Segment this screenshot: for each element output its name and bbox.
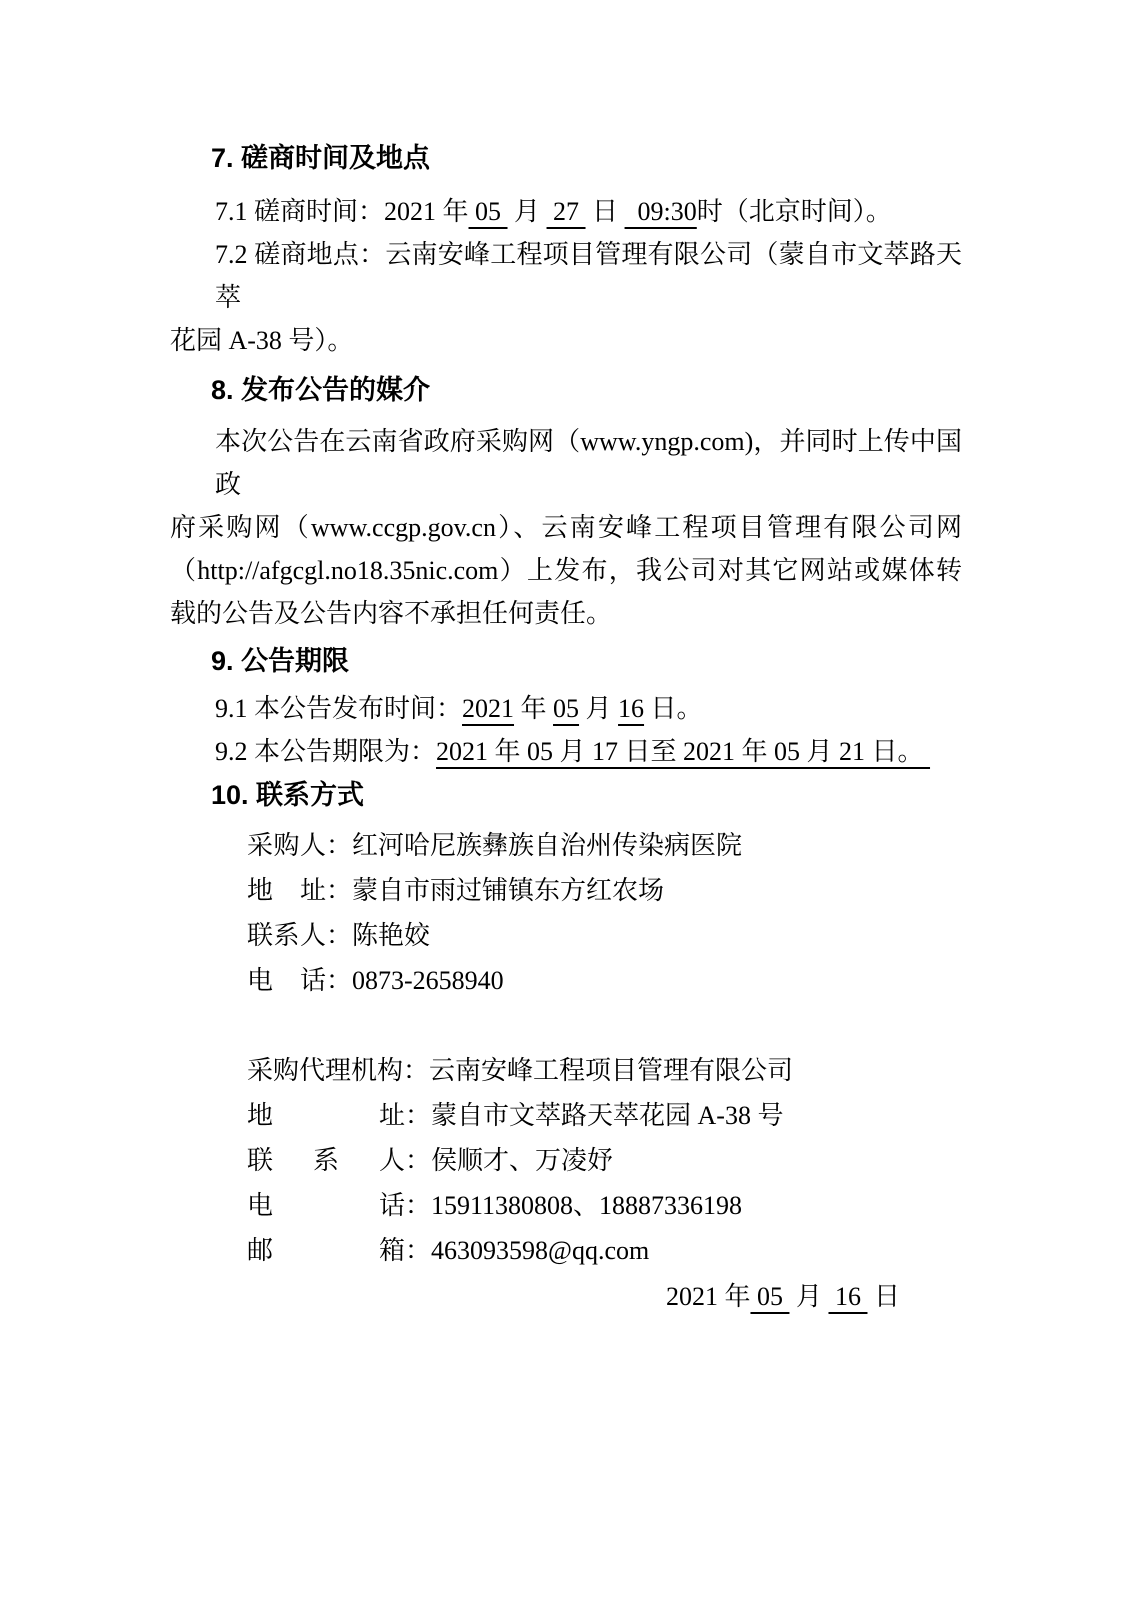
agency-address-label: 地址 [247,1101,405,1130]
line-9-2 [170,730,962,773]
colon: ： [326,966,353,995]
purchaser-phone-label: 电话 [247,966,326,995]
agency-phone-value: 15911380808、18887336198 [431,1191,743,1220]
agency-name-value: 云南安峰工程项目管理有限公司 [429,1056,794,1085]
purchaser-address-label: 地址 [247,876,326,905]
line-7-1-text: 7.1 磋商时间：2021 年 [215,197,469,226]
agency-phone-label: 电话 [247,1191,405,1220]
agency-contact-value: 侯顺才、万凌妤 [431,1146,614,1175]
purchaser-address-row [170,868,962,913]
agency-email-label: 邮箱 [247,1236,405,1265]
line-9-1-sep1: 年 [514,694,554,723]
section-8-paragraph-line-3: （http://afgcgl.no18.35nic.com）上发布，我公司对其它网站或媒体转 [170,556,962,585]
purchaser-contact-label: 联系人 [247,921,326,950]
purchaser-contact-value: 陈艳姣 [352,921,431,950]
announcement-period-value: 2021 年 05 月 17 日至 2021 年 05 月 21 日。 [436,737,931,766]
line-9-1-text: 9.1 本公告发布时间： [215,694,463,723]
colon: ： [326,921,353,950]
line-9-1-tail: 日。 [644,694,703,723]
signature-date-sep: 月 [789,1282,829,1311]
signature-date-year: 2021 年 [665,1282,751,1311]
agency-email-row [170,1228,962,1273]
signature-date-day-value: 16 [828,1282,868,1311]
blank-month-value: 05 [468,197,508,226]
blank-line [170,1003,962,1048]
blank-day-value: 27 [546,197,586,226]
colon: ： [405,1191,432,1220]
line-7-2: 7.2 磋商地点：云南安峰工程项目管理有限公司（蒙自市文萃路天萃 [215,240,962,312]
colon: ： [326,876,353,905]
line-7-1 [170,190,962,233]
line-7-1-sep1: 月 [507,197,547,226]
line-9-1-sep2: 月 [579,694,619,723]
agency-contact-row [170,1138,962,1183]
signature-date-month-value: 05 [750,1282,790,1311]
purchaser-phone-value: 0873-2658940 [352,966,504,995]
purchaser-name-value: 红河哈尼族彝族自治州传染病医院 [352,831,743,860]
purchaser-contact-row [170,913,962,958]
colon: ： [403,1056,430,1085]
agency-name-label: 采购代理机构 [247,1056,404,1085]
section-8-paragraph-line-1: 本次公告在云南省政府采购网（www.yngp.com)，并同时上传中国政 [215,427,962,499]
line-9-2-text: 9.2 本公告期限为： [215,737,437,766]
colon: ： [405,1236,432,1265]
purchaser-name-label: 采购人 [247,831,326,860]
agency-contact-label: 联系人 [247,1146,405,1175]
publish-year-value: 2021 [462,694,515,723]
agency-address-value: 蒙自市文萃路天萃花园 A-38 号 [431,1101,784,1130]
agency-address-row [170,1093,962,1138]
colon: ： [326,831,353,860]
document-content [170,140,962,1318]
agency-email-value: 463093598@qq.com [431,1236,650,1265]
section-8-paragraph-line-2: 府采购网（www.ccgp.gov.cn）、云南安峰工程项目管理有限公司网 [170,513,962,542]
colon: ： [405,1146,432,1175]
line-7-2-wrap: 花园 A-38 号）。 [170,326,354,355]
section-8-heading: 8. 发布公告的媒介 [211,375,431,405]
line-7-1-tail: 时（北京时间）。 [696,197,892,226]
purchaser-name-row [170,823,962,868]
line-7-1-sep2: 日 [585,197,625,226]
agency-phone-row [170,1183,962,1228]
section-9-heading: 9. 公告期限 [211,646,350,676]
line-9-1 [170,687,962,730]
section-8-paragraph-line-4: 载的公告及公告内容不承担任何责任。 [170,599,613,628]
publish-month-value: 05 [553,694,580,723]
blank-time-value: 09:30 [624,197,697,226]
section-7-heading: 7. 磋商时间及地点 [211,143,431,173]
colon: ： [405,1101,432,1130]
purchaser-address-value: 蒙自市雨过铺镇东方红农场 [352,876,665,905]
agency-name-row [170,1048,962,1093]
signature-date-tail: 日 [867,1282,900,1311]
signature-date [170,1275,962,1318]
section-10-heading: 10. 联系方式 [211,780,365,810]
publish-day-value: 16 [618,694,645,723]
purchaser-phone-row [170,958,962,1003]
